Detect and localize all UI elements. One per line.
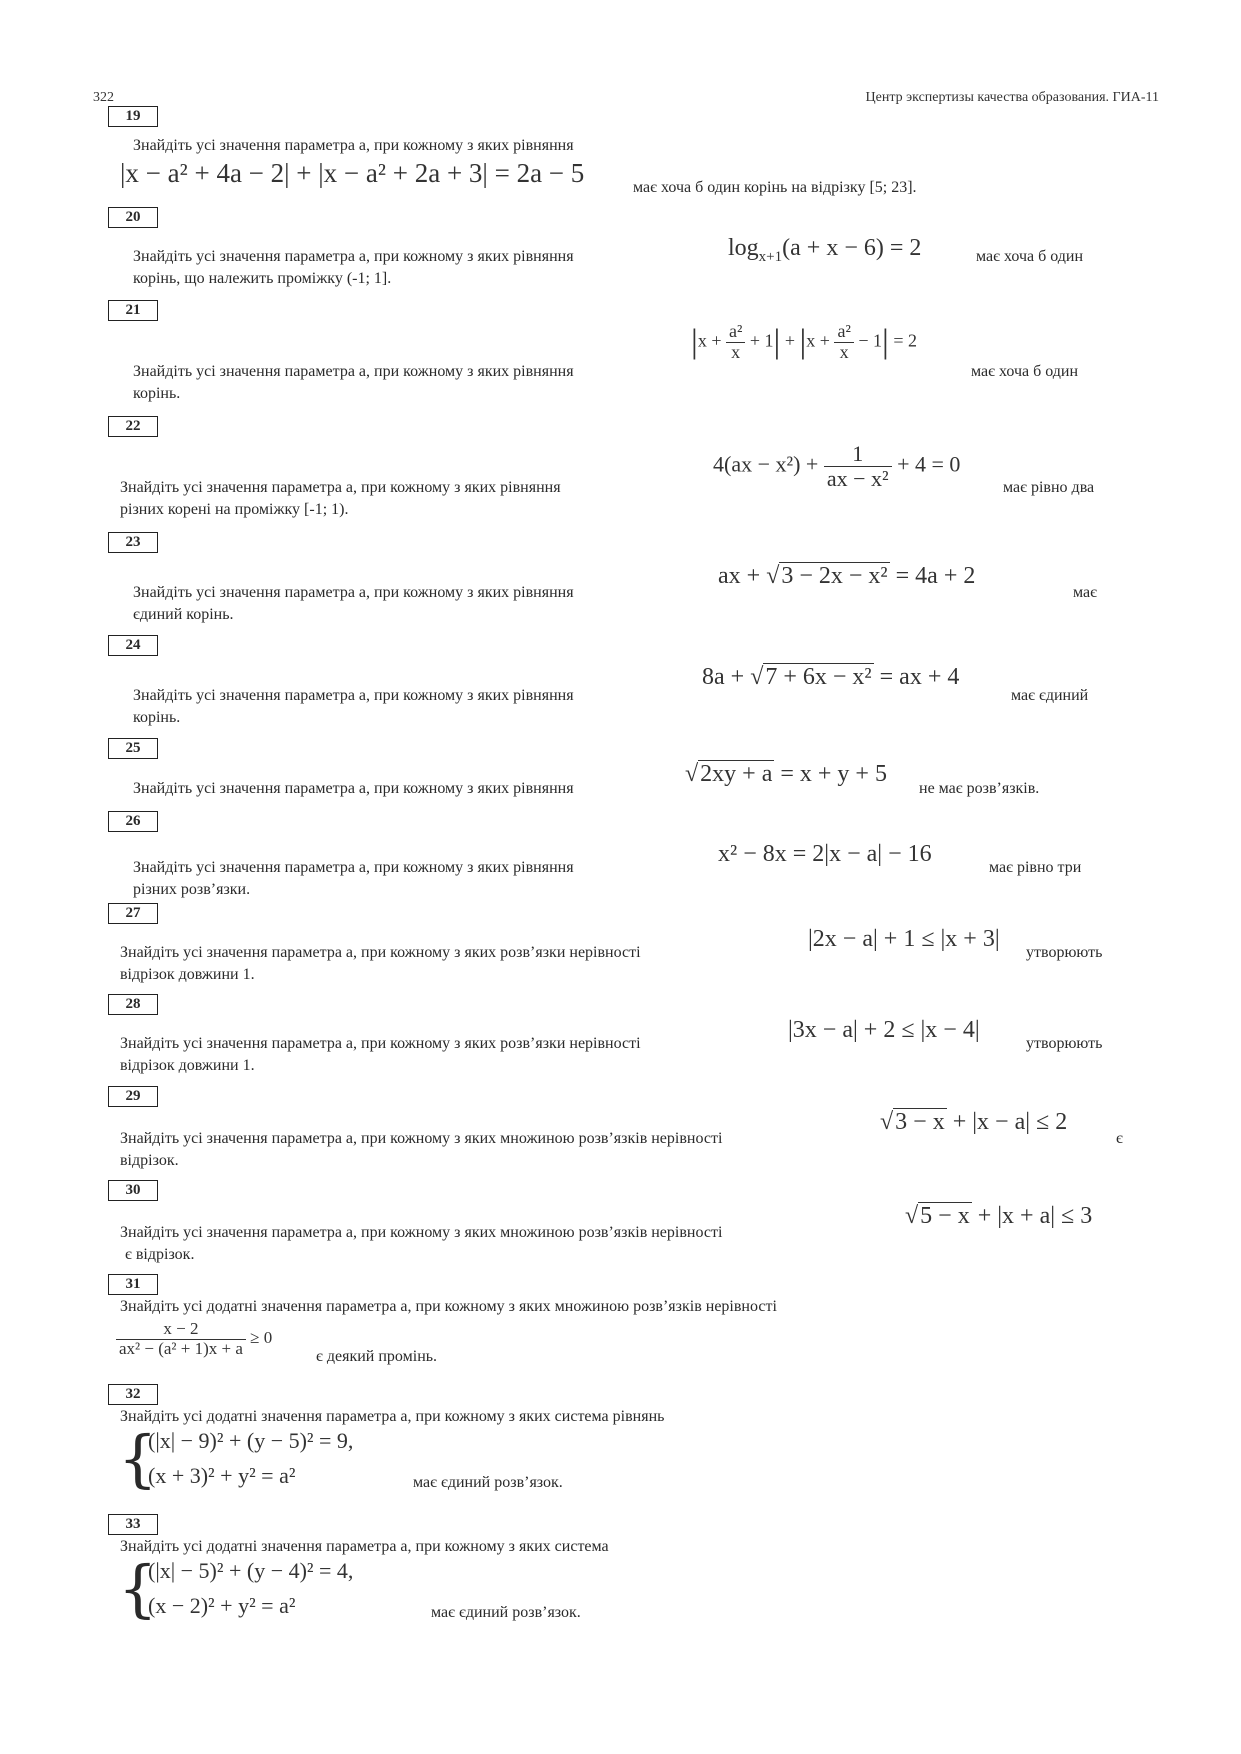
problem-text: Знайдіть усі значення параметра a, при кожному з яких рівняння bbox=[133, 248, 574, 265]
problem-text-line2: є відрізок. bbox=[125, 1246, 195, 1263]
problem-30 bbox=[108, 1180, 1130, 1263]
problem-text: Знайдіть усі значення параметра a, при кожному з яких рівняння bbox=[133, 363, 574, 380]
system-equation-1: (|x| − 5)² + (y − 4)² = 4, bbox=[148, 1558, 354, 1583]
problem-formula: $\frac{x - 2}{\text{ax² − (a² + 1)x + a}}$ ≥ 0 bbox=[116, 1320, 272, 1358]
problem-32 bbox=[108, 1384, 1130, 1495]
problem-19 bbox=[108, 106, 1130, 196]
problem-25 bbox=[108, 738, 1130, 797]
problem-text: Знайдіть усі значення параметра a, при кожному з яких множиною розв’язків нерівності bbox=[120, 1224, 723, 1241]
problem-formula: √5 − x + |x + a| ≤ 3 bbox=[905, 1203, 1093, 1229]
problem-formula: 4(ax − x²) + $\frac{1}{\text{ax − x²}}$ + 4 = 0 bbox=[713, 441, 961, 492]
problem-text: Знайдіть усі значення параметра a, при кожному з яких рівняння bbox=[120, 479, 561, 496]
problem-text: Знайдіть усі додатні значення параметра a, при кожному з яких система bbox=[120, 1538, 609, 1555]
problem-text-line2: різних розв’язки. bbox=[133, 881, 251, 898]
problem-26 bbox=[108, 811, 1130, 898]
page-number: 322 bbox=[93, 90, 114, 105]
problem-text-after: є деякий промінь. bbox=[316, 1348, 438, 1365]
problem-text-line2: корінь. bbox=[133, 709, 181, 726]
problem-formula: |x − a² + 4a − 2| + |x − a² + 2a + 3| = 2a − 5 bbox=[120, 158, 585, 188]
problem-text-after: утворюють bbox=[1026, 1035, 1103, 1052]
running-header: Центр экспертизы качества образования. ГИА-11 bbox=[865, 90, 1159, 105]
system-equation-2: (x − 2)² + y² = a² bbox=[148, 1593, 296, 1618]
problem-number: 24 bbox=[108, 635, 158, 656]
problem-27 bbox=[108, 903, 1130, 983]
problem-number: 29 bbox=[108, 1086, 158, 1107]
problem-number: 27 bbox=[108, 903, 158, 924]
problem-24 bbox=[108, 635, 1130, 726]
problem-formula: 8a + √7 + 6x − x² = ax + 4 bbox=[702, 664, 960, 690]
problem-text-after: має bbox=[1073, 584, 1097, 601]
problem-28 bbox=[108, 994, 1130, 1074]
problem-23 bbox=[108, 532, 1130, 623]
problem-number: 26 bbox=[108, 811, 158, 832]
problem-text: Знайдіть усі додатні значення параметра a, при кожному з яких множиною розв’язків нерівності bbox=[120, 1298, 777, 1315]
problem-text-line2: відрізок довжини 1. bbox=[120, 966, 255, 983]
problem-text-after: має хоча б один корінь на відрізку [5; 23]. bbox=[633, 179, 917, 196]
system-equation-2: (x + 3)² + y² = a² bbox=[148, 1463, 296, 1488]
problem-number: 33 bbox=[108, 1514, 158, 1535]
problem-formula: |3x − a| + 2 ≤ |x − 4| bbox=[788, 1017, 980, 1043]
problem-text-line2: єдиний корінь. bbox=[133, 606, 234, 623]
problem-text-after: має хоча б один bbox=[976, 248, 1084, 265]
problem-text-line2: різних корені на проміжку [-1; 1). bbox=[120, 501, 349, 518]
problem-formula: x² − 8x = 2|x − a| − 16 bbox=[718, 841, 932, 867]
problem-text-after: має єдиний розв’язок. bbox=[413, 1474, 563, 1491]
problem-33 bbox=[108, 1514, 1130, 1625]
problem-number: 20 bbox=[108, 207, 158, 228]
system-equation-1: (|x| − 9)² + (y − 5)² = 9, bbox=[148, 1428, 354, 1453]
problem-21 bbox=[108, 300, 1130, 402]
problem-text: Знайдіть усі значення параметра a, при кожному з яких рівняння bbox=[133, 137, 574, 154]
problem-formula: |2x − a| + 1 ≤ |x + 3| bbox=[808, 926, 1000, 952]
problem-text: Знайдіть усі значення параметра а, при кожному з яких множиною розв’язків нерівності bbox=[120, 1130, 723, 1147]
problem-text: Знайдіть усі значення параметра a, при кожному з яких рівняння bbox=[133, 584, 574, 601]
problem-number: 25 bbox=[108, 738, 158, 759]
problem-text: Знайдіть усі значення параметра a, при кожному з яких рівняння bbox=[133, 859, 574, 876]
problem-text: Знайдіть усі значення параметра a, при кожному з яких розв’язки нерівності bbox=[120, 944, 641, 961]
problem-text-after: має єдиний bbox=[1011, 687, 1089, 704]
problem-text-line2: корінь, що належить проміжку (-1; 1]. bbox=[133, 270, 392, 287]
problem-number: 19 bbox=[108, 106, 158, 127]
problem-number: 32 bbox=[108, 1384, 158, 1405]
problem-text-after: утворюють bbox=[1026, 944, 1103, 961]
problem-text-line2: відрізок довжини 1. bbox=[120, 1057, 255, 1074]
problem-22 bbox=[108, 416, 1130, 518]
problem-number: 22 bbox=[108, 416, 158, 437]
problem-text: Знайдіть усі значення параметра a, при кожному з яких розв’язки нерівності bbox=[120, 1035, 641, 1052]
problem-31 bbox=[108, 1274, 1130, 1365]
problem-text-after: має єдиний розв’язок. bbox=[431, 1604, 581, 1621]
problem-text-after: має хоча б один bbox=[971, 363, 1079, 380]
problem-number: 30 bbox=[108, 1180, 158, 1201]
problem-text-after: має рівно два bbox=[1003, 479, 1095, 496]
problem-number: 28 bbox=[108, 994, 158, 1015]
system-brace: { bbox=[118, 1422, 158, 1495]
problem-text: Знайдіть усі значення параметра a, при кожному з яких рівняння bbox=[133, 687, 574, 704]
problem-formula: √3 − x + |x − a| ≤ 2 bbox=[880, 1109, 1068, 1135]
problem-text-line2: корінь. bbox=[133, 385, 181, 402]
problem-text-after: має рівно три bbox=[989, 859, 1082, 876]
problem-formula: |x + $\frac{\text{a²}}{x}$ + 1| + |x + $\frac{\text{a²}}{x}$ − 1| = 2 bbox=[691, 321, 917, 362]
problem-text: Знайдіть усі додатні значення параметра a, при кожному з яких система рівнянь bbox=[120, 1408, 665, 1425]
problem-text-after: є bbox=[1116, 1130, 1123, 1147]
problem-text-after: не має розв’язків. bbox=[919, 780, 1040, 797]
problem-text-line2: відрізок. bbox=[120, 1152, 179, 1169]
problem-29 bbox=[108, 1086, 1130, 1169]
problem-formula: $\log_{x+1}(a + x - 6) = 2$ bbox=[728, 235, 922, 265]
problem-number: 31 bbox=[108, 1274, 158, 1295]
system-brace: { bbox=[118, 1552, 158, 1625]
problem-number: 21 bbox=[108, 300, 158, 321]
problem-formula: ax + √3 − 2x − x² = 4a + 2 bbox=[718, 563, 976, 589]
problem-text: Знайдіть усі значення параметра a, при кожному з яких рівняння bbox=[133, 780, 574, 797]
problem-20 bbox=[108, 207, 1130, 287]
problem-formula: √2xy + a = x + y + 5 bbox=[685, 761, 887, 787]
problem-number: 23 bbox=[108, 532, 158, 553]
